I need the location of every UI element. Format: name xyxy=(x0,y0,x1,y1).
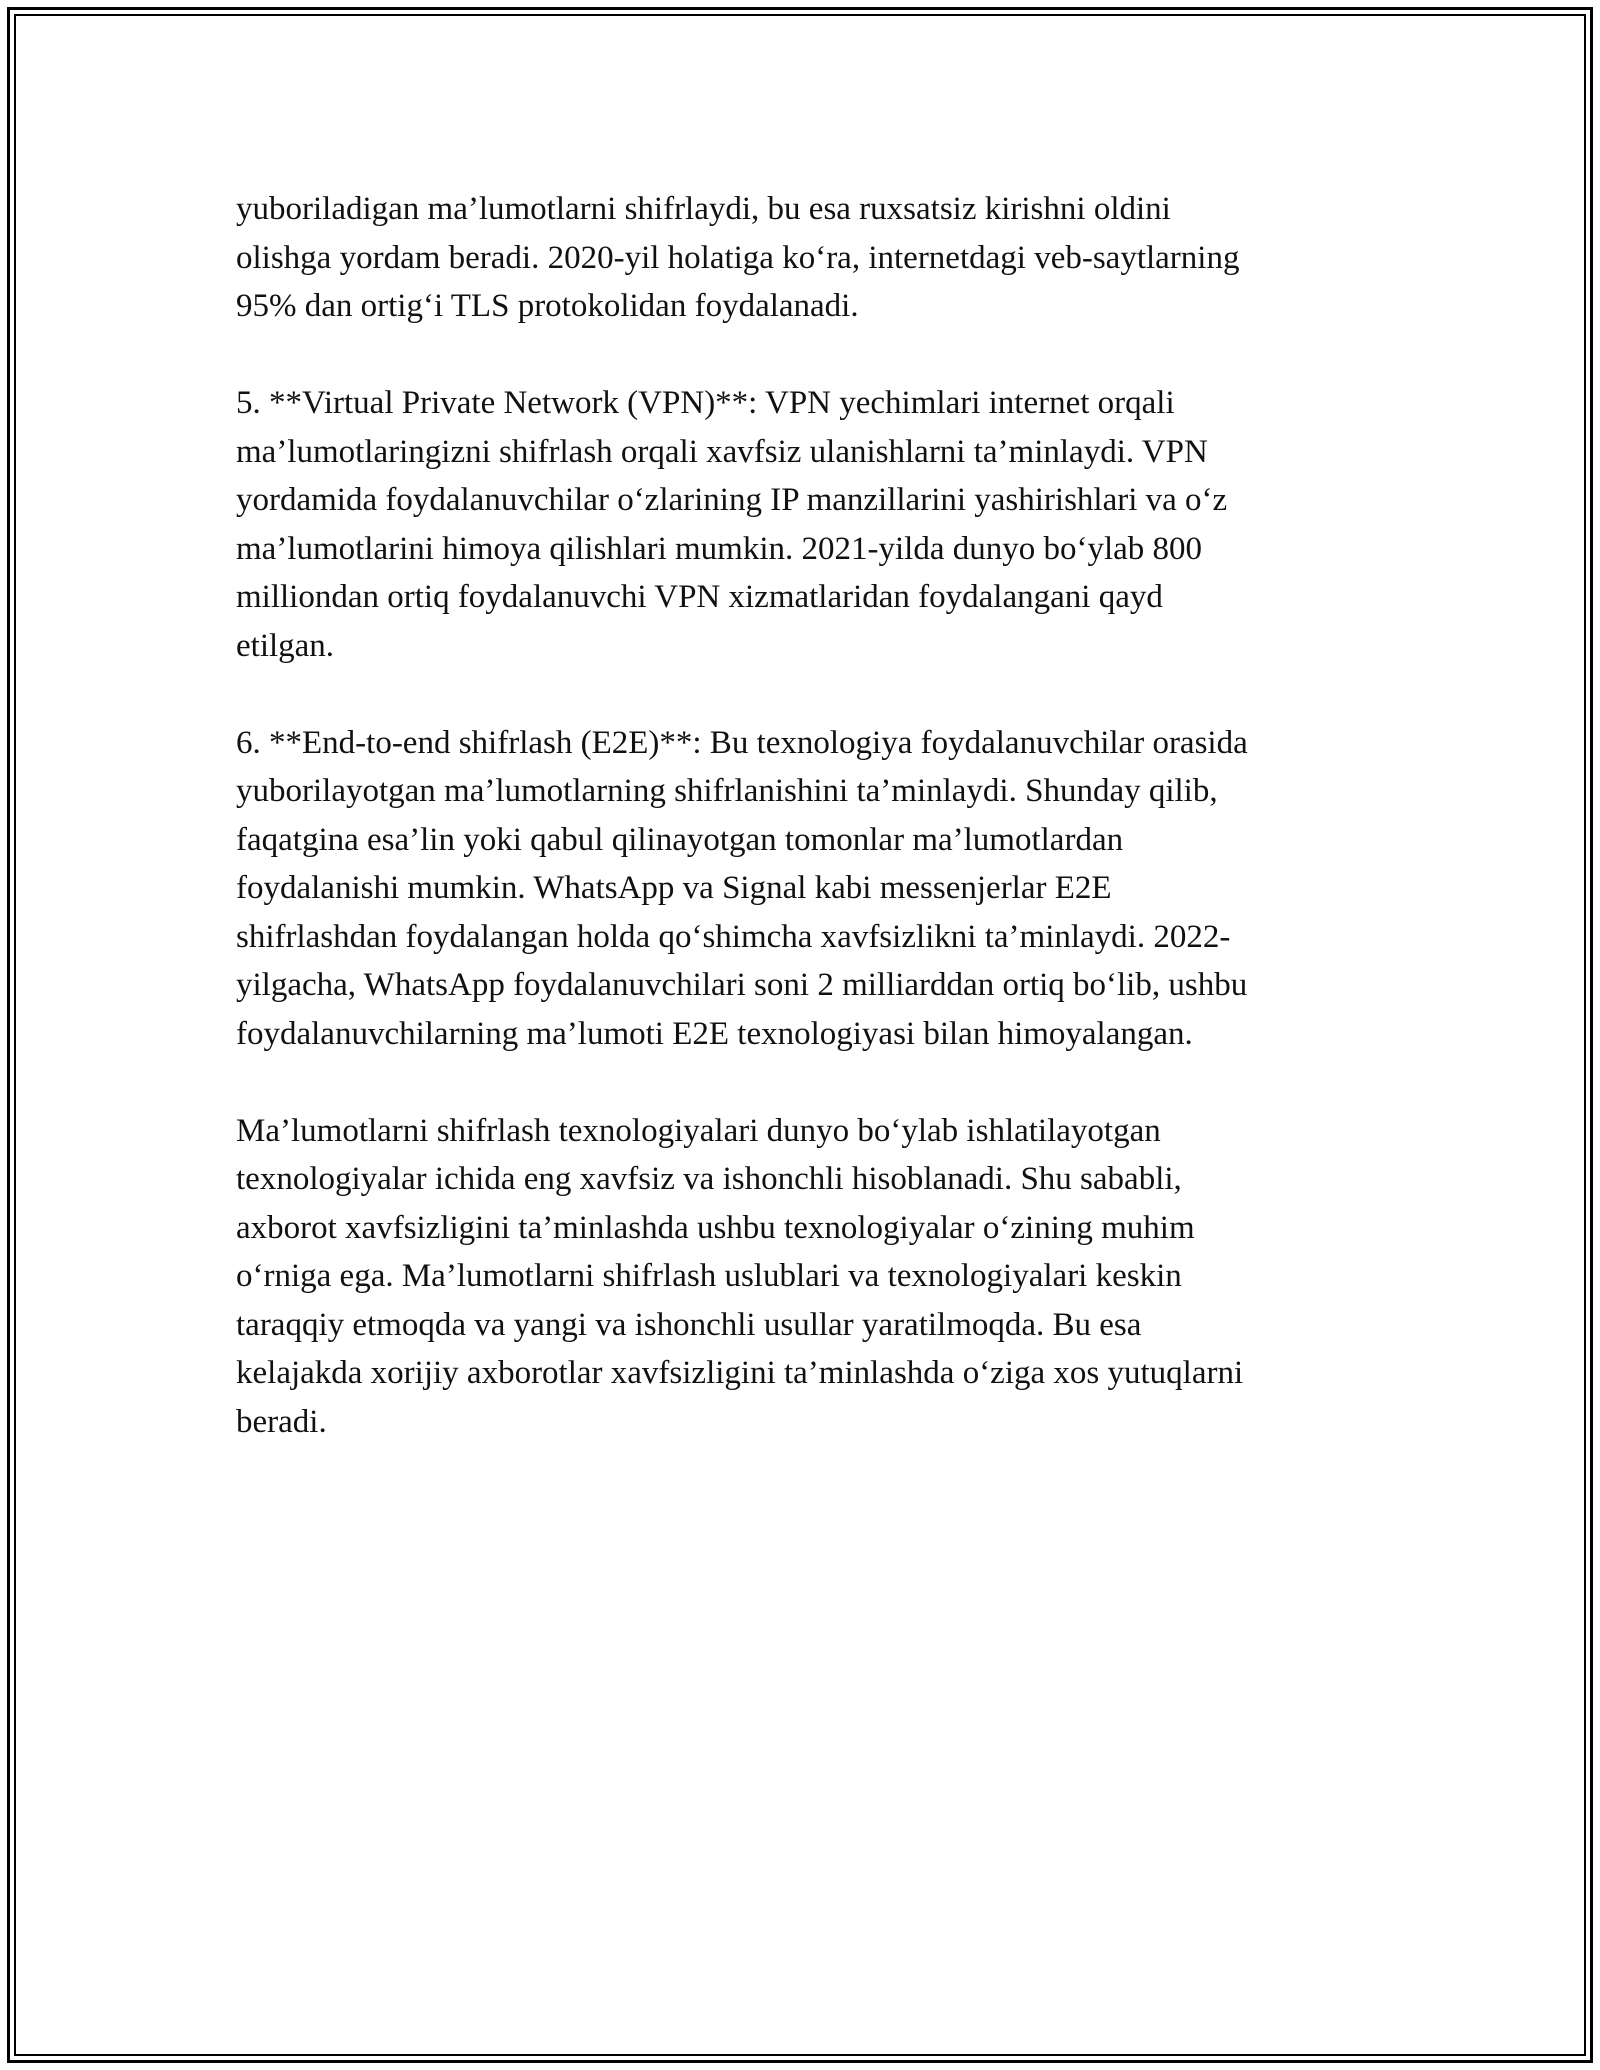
paragraph-vpn: 5. **Virtual Private Network (VPN)**: VPN yechimlari internet orqali ma’lumotlaringizni shifrlash orqali xavfsiz ulanishlarni ta’minlaydi. VPN yordamida foydalanuvchilar o‘zlarining IP manzillarini yashirishlari va o‘z ma’lumotlarini himoya qilishlari mumkin. 2021-yilda dunyo bo‘ylab 800 milliondan ortiq foydalanuvchi VPN xizmatlaridan foydalangani qayd etilgan. xyxy=(236,385,1228,664)
paragraph-conclusion: Ma’lumotlarni shifrlash texnologiyalari dunyo bo‘ylab ishlatilayotgan texnologiyalar ichida eng xavfsiz va ishonchli hisoblanadi. Shu sababli, axborot xavfsizligini ta’minlashda ushbu texnologiyalar o‘zining muhim o‘rniga ega. Ma’lumotlarni shifrlash uslublari va texnologiyalari keskin taraqqiy etmoqda va yangi va ishonchli usullar yaratilmoqda. Bu esa kelajakda xorijiy axborotlar xavfsizligini ta’minlashda o‘ziga xos yutuqlarni beradi. xyxy=(236,1112,1244,1440)
document-body xyxy=(236,185,1376,1446)
paragraph-e2e: 6. **End-to-end shifrlash (E2E)**: Bu texnologiya foydalanuvchilar orasida yuborilayotgan ma’lumotlarning shifrlanishini ta’minlaydi. Shunday qilib, faqatgina esa’lin yoki qabul qilinayotgan tomonlar ma’lumotlardan foydalanishi mumkin. WhatsApp va Signal kabi messenjerlar E2E shifrlashdan foydalangan holda qo‘shimcha xavfsizlikni ta’minlaydi. 2022- yilgacha, WhatsApp foydalanuvchilari soni 2 milliarddan ortiq bo‘lib, ushbu foydalanuvchilarning ma’lumoti E2E texnologiyasi bilan himoyalangan. xyxy=(236,724,1248,1052)
paragraph-tls-continuation: yuboriladigan ma’lumotlarni shifrlaydi, bu esa ruxsatsiz kirishni oldini olishga yordam beradi. 2020-yil holatiga ko‘ra, internetdagi veb-saytlarning 95% dan ortig‘i TLS protokolidan foydalanadi. xyxy=(236,191,1240,324)
